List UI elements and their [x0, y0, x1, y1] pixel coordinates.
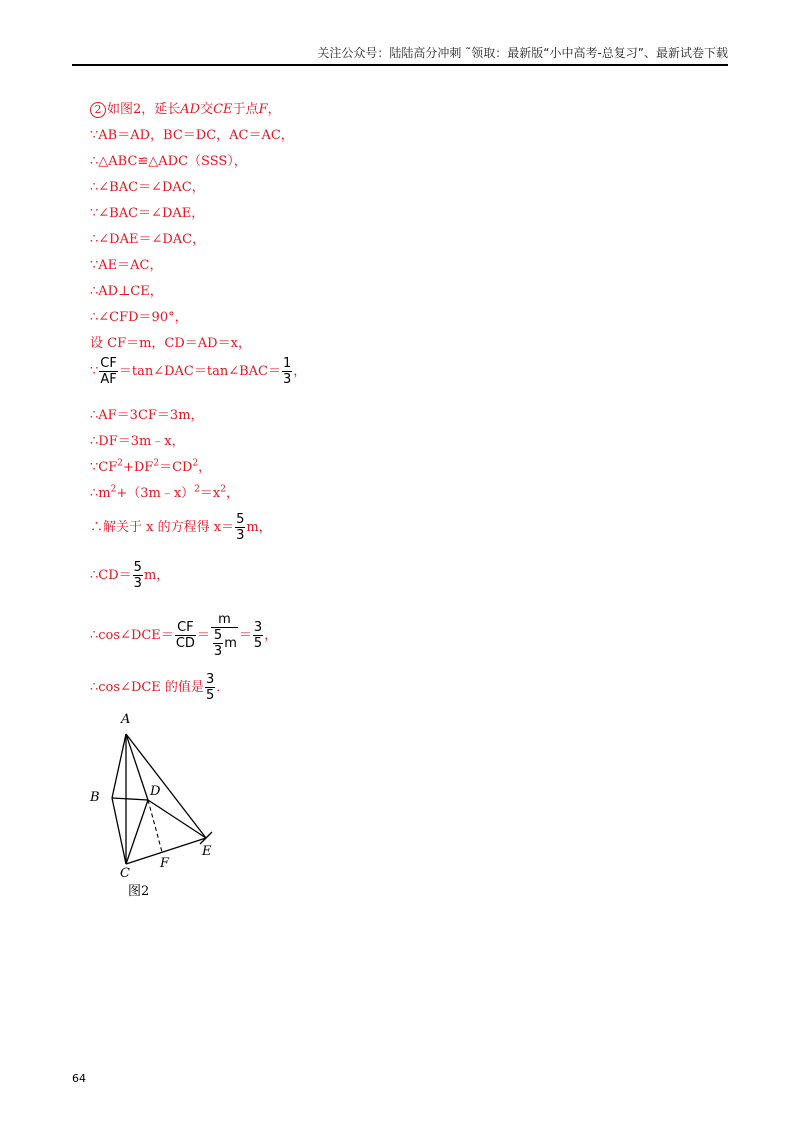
fraction-three-fifths: $\frac{3}{5}$	[205, 672, 215, 703]
solution-line-10: 设 CF＝m，CD＝AD＝x，	[90, 336, 251, 351]
vertex-label-f: F	[160, 856, 170, 871]
fraction-five-thirds: $\frac{5}{3}$	[213, 628, 223, 659]
solution-line-4: ∴∠BAC＝∠DAC，	[90, 180, 205, 195]
fraction-five-thirds: $\frac{5}{3}$	[236, 512, 245, 543]
segment-ae	[126, 734, 206, 838]
solution-line-6: ∴∠DAE＝∠DAC，	[90, 232, 206, 247]
solution-line-19: ∴cos∠DCE 的值是 $\frac{3}{5}$ ．	[90, 672, 230, 703]
fraction-one-third: $\frac{1}{3}$	[282, 356, 292, 387]
segment-dc	[126, 800, 148, 864]
solution-line-17: ∴CD＝ $\frac{5}{3}$ m，	[90, 560, 170, 591]
segment-bc	[112, 798, 126, 864]
vertex-label-b: B	[90, 790, 100, 805]
fraction-five-thirds: $\frac{5}{3}$	[133, 560, 142, 591]
segment-bd	[112, 798, 148, 800]
solution-line-7: ∵AE＝AC，	[90, 258, 163, 273]
figure-caption: 图2	[128, 884, 150, 899]
solution-line-18: ∴cos∠DCE＝ $\frac{CF}{CD}$ ＝ m $\frac{5}{3}$ m ＝ $\frac{3}{5}$ ，	[90, 612, 278, 659]
fraction-three-fifths: $\frac{3}{5}$	[253, 620, 263, 651]
fraction-cf-over-cd: $\frac{CF}{CD}$	[175, 620, 195, 651]
page-header: 关注公众号：陆陆高分冲刺 ˜领取：最新版“小中高考-总复习”、最新试卷下载	[317, 46, 728, 60]
solution-line-13: ∴DF＝3m﹣x，	[90, 434, 185, 449]
vertex-label-c: C	[120, 866, 130, 881]
fraction-cf-over-af: $\frac{CF}{AF}$	[100, 356, 117, 387]
vertex-label-e: E	[202, 844, 212, 859]
vertex-label-d: D	[150, 784, 161, 799]
segment-de	[148, 800, 206, 838]
vertex-label-a: A	[121, 712, 131, 727]
segment-ad	[126, 734, 148, 800]
tick-mark-e	[200, 832, 212, 844]
header-divider	[72, 64, 728, 66]
solution-line-2: ∵AB＝AD，BC＝DC，AC＝AC，	[90, 128, 294, 143]
fraction-m-over-five-thirds-m: m $\frac{5}{3}$ m	[211, 612, 238, 659]
solution-line-1: 2 如图2，延长AD交CE于点F，	[90, 98, 281, 118]
solution-line-8: ∴AD⊥CE，	[90, 284, 163, 299]
solution-line-5: ∵∠BAC＝∠DAE，	[90, 206, 205, 221]
solution-line-11: ∵ $\frac{CF}{AF}$ ＝tan∠DAC＝tan∠BAC＝ $\frac{1}{3}$ ，	[90, 356, 307, 387]
geometry-figure	[88, 712, 228, 902]
geometry-diagram	[88, 712, 228, 902]
solution-line-14: $\because CF^2+DF^2=CD^2$，	[90, 458, 212, 475]
solution-line-3: ∴△ABC≌△ADC（SSS），	[90, 154, 247, 169]
step-number-circle: 2	[90, 102, 106, 118]
solution-line-12: ∴AF＝3CF＝3m，	[90, 408, 204, 423]
solution-line-16: ∴解关于 x 的方程得 x＝ $\frac{5}{3}$ m，	[90, 512, 272, 543]
segment-ab	[112, 734, 126, 798]
page-number: 64	[72, 1072, 86, 1085]
solution-line-15: $\therefore m^2+(3m﹣x)^2=x^2$，	[90, 484, 239, 501]
solution-line-9: ∴∠CFD＝90°，	[90, 310, 188, 325]
